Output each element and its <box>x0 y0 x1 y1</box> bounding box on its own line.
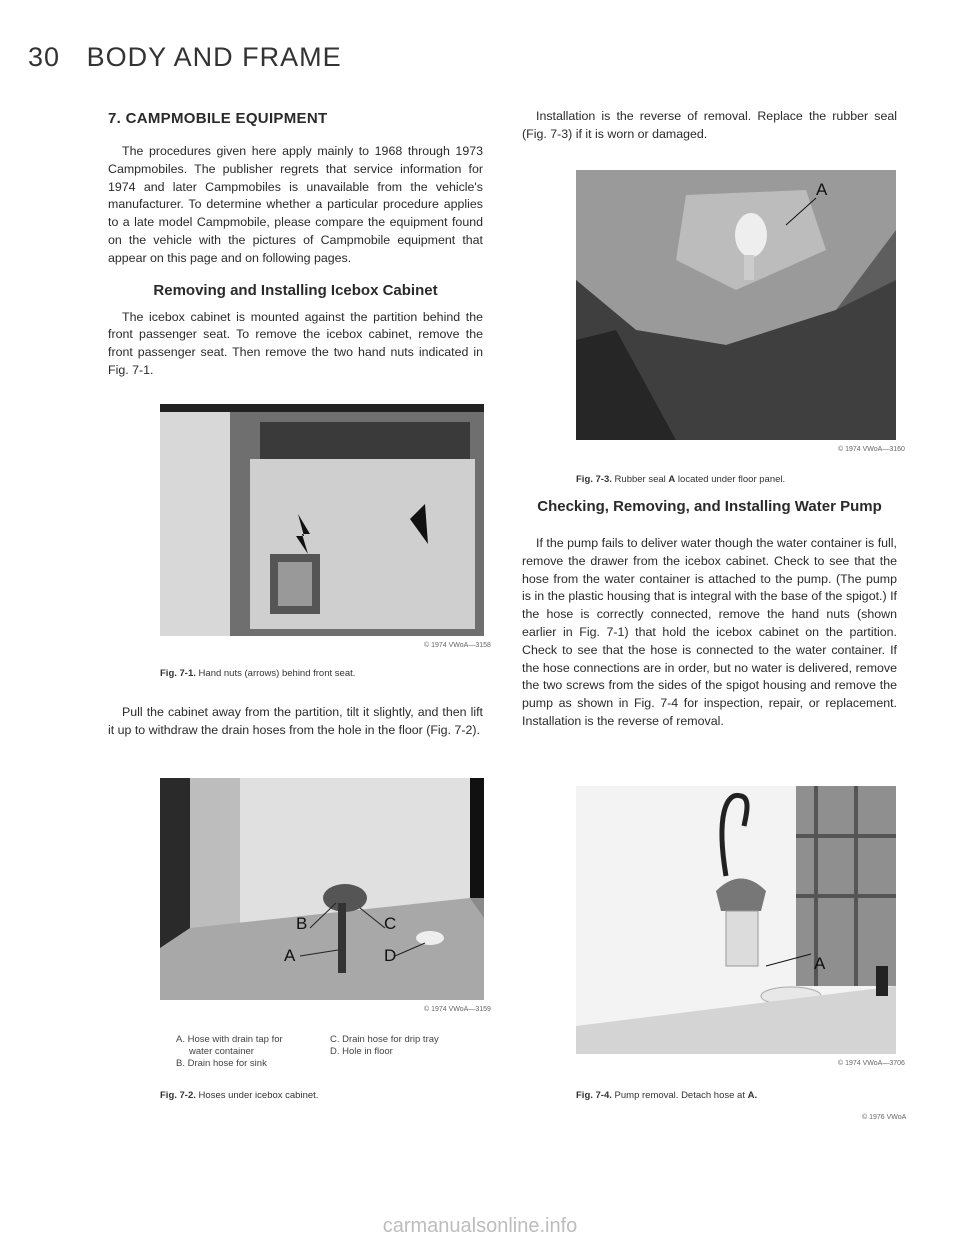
left-column <box>108 106 483 380</box>
legend-item-d: D. Hole in floor <box>330 1046 393 1057</box>
fig-7-2-credit: © 1974 VWoA—3159 <box>424 1006 491 1013</box>
fig-7-2-callout-a: A <box>284 946 296 965</box>
fig-7-4-photo <box>576 786 896 1054</box>
watermark: carmanualsonline.info <box>382 1215 578 1237</box>
fig-7-1-label: Fig. 7-1. <box>160 668 196 679</box>
fig-7-3-caption <box>576 474 785 485</box>
legend-item-b: B. Drain hose for sink <box>176 1058 267 1069</box>
fig-7-4-label: Fig. 7-4. <box>576 1090 612 1101</box>
fig-7-3-photo <box>576 170 896 440</box>
fig-7-3-label: Fig. 7-3. <box>576 474 612 485</box>
fig-7-3-text-post: located under floor panel. <box>675 474 786 485</box>
fig-7-2-callout-b: B <box>296 914 308 933</box>
fig-7-3-callout-a: A <box>816 180 828 199</box>
fig-7-1-photo <box>160 404 484 636</box>
fig-7-3-text-bold: A <box>668 474 676 485</box>
reinstall-paragraph: Installation is the reverse of removal. Replace the rubber seal (Fig. 7-3) if it is worn or damaged. <box>522 109 897 141</box>
fig-7-4-caption <box>576 1090 757 1101</box>
legend-item-c: C. Drain hose for drip tray <box>330 1034 439 1045</box>
copyright-footer: © 1976 VWoA <box>862 1114 907 1121</box>
fig-7-1-text: Hand nuts (arrows) behind front seat. <box>198 668 356 679</box>
section-title: 7. CAMPMOBILE EQUIPMENT <box>108 110 328 127</box>
water-pump-paragraph: If the pump fails to deliver water though the water container is full, remove the drawer from the icebox cabinet. Check to see that the hose from the water container is attached to the pump. (The pump is in the plastic housing that is integral with the base of the spigot.) If the hose is correctly connected, remove the hand nuts (shown earlier in Fig. 7-1) that hold the icebox cabinet on the partition. Check to see that the hose is connected to the water container. If the hose connections are in order, but no water is delivered, remove the two screws from the sides of the spigot housing and remove the pump as shown in Fig. 7-4 for inspection, repair, or replacement. Installation is the reverse of removal. <box>522 536 897 728</box>
fig-7-4-text-bold: A. <box>747 1090 758 1101</box>
fig-7-2-legend-left <box>176 1034 283 1070</box>
fig-7-3-credit: © 1974 VWoA—3160 <box>838 446 905 453</box>
chapter-title: BODY AND FRAME <box>86 42 342 72</box>
fig-7-4-callout-a: A <box>814 954 826 973</box>
icebox-subheading: Removing and Installing Icebox Cabinet <box>153 281 438 299</box>
fig-7-3-text-pre: Rubber seal <box>614 474 669 485</box>
legend-item-a-cont: water container <box>189 1046 254 1057</box>
legend-item-a: A. Hose with drain tap for <box>176 1034 283 1045</box>
water-pump-subheading: Checking, Removing, and Installing Water Pump <box>537 498 882 515</box>
fig-7-2-legend-right <box>330 1034 439 1058</box>
page-number: 30 <box>28 42 61 72</box>
fig-7-2-caption <box>160 1090 318 1101</box>
fig-7-1-caption <box>160 668 355 679</box>
fig-7-2-callout-c: C <box>384 914 397 933</box>
fig-7-4-credit: © 1974 VWoA—3706 <box>838 1060 905 1067</box>
page-header <box>28 42 342 73</box>
fig-7-2-callout-d: D <box>384 946 397 965</box>
fig-7-4-text-pre: Pump removal. Detach hose at <box>614 1090 748 1101</box>
fig-7-2-label: Fig. 7-2. <box>160 1090 196 1101</box>
icebox-paragraph: The icebox cabinet is mounted against the partition behind the front passenger seat. To remove the icebox cabinet, remove the front passenger seat. Then remove the two hand nuts indicated in Fig. 7-1. <box>108 309 483 377</box>
fig-7-2-text: Hoses under icebox cabinet. <box>198 1090 319 1101</box>
fig-7-2-photo <box>160 778 484 1000</box>
fig-7-1-credit: © 1974 VWoA—3158 <box>424 642 491 649</box>
withdraw-paragraph: Pull the cabinet away from the partition, tilt it slightly, and then lift it up to withdraw the drain hoses from the hole in the floor (Fig. 7-2). <box>108 705 483 737</box>
intro-paragraph: The procedures given here apply mainly to 1968 through 1973 Campmobiles. The publisher regrets that service information for 1974 and later Campmobiles is unavailable from the vehicle's manufacturer. To determine whether a particular procedure applies to a late model Campmobile, please compare the equipment found on the vehicle with the pictures of Campmobile equipment that appear on this page and on following pages. <box>108 144 483 265</box>
